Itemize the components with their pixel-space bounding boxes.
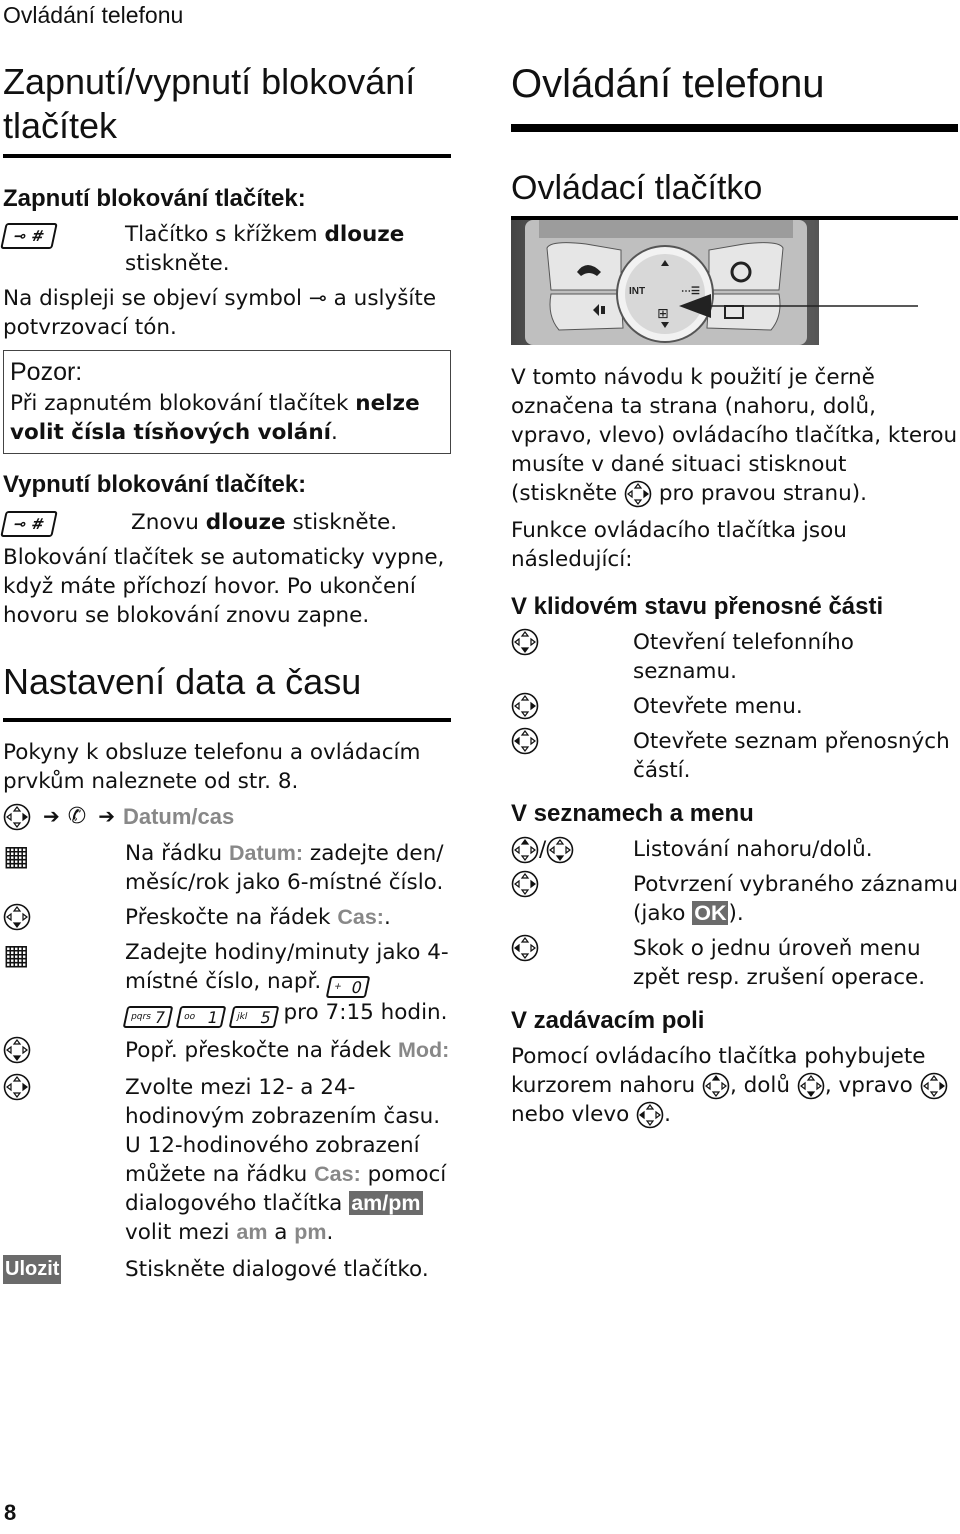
nav-key-left-icon (511, 727, 539, 755)
arrow-right-icon: ➔ (98, 804, 115, 828)
value-am: am (236, 1220, 268, 1244)
field-name-date: Datum: (229, 841, 304, 865)
right-body (511, 363, 958, 1129)
softkey-save: Ulozit (3, 1255, 61, 1284)
menu-item-date-time: Datum/cas (122, 804, 235, 829)
list-item-confirm (511, 870, 958, 928)
step-save (3, 1255, 451, 1284)
input-paragraph (511, 1042, 958, 1129)
hash-key-icon: ⊸ # (0, 511, 58, 537)
keypad-icon: ▦ (3, 839, 30, 872)
key-0-icon (326, 976, 371, 998)
warning-title: Pozor: (10, 358, 83, 386)
functions-intro: Funkce ovládacího tlačítka jsou následující: (511, 518, 847, 572)
paragraph-text: , dolů (729, 1073, 797, 1098)
paragraph-text-end: pro pravou stranu). (652, 481, 867, 506)
value-pm: pm (294, 1220, 327, 1244)
warning-text-end: . (331, 420, 338, 445)
nav-key-icon (3, 803, 31, 831)
key-lock-off-step (3, 508, 451, 537)
paragraph-text-end: . (664, 1102, 671, 1127)
lists-heading: V seznamech a menu (511, 800, 754, 827)
nav-key-down-icon (3, 903, 31, 931)
chapter-title: Ovládání telefonu (511, 62, 825, 106)
key-5-icon (228, 1006, 279, 1028)
key-digit: 7 (152, 1007, 168, 1027)
key-sub-label: + (333, 981, 343, 991)
lock-symbol-icon: ⊸ (308, 286, 327, 311)
item-text-end: ). (728, 901, 744, 926)
menu-path (3, 802, 451, 831)
nav-key-right-icon (624, 480, 652, 508)
arrow-right-icon: ➔ (43, 804, 60, 828)
nav-key-left-icon (511, 934, 539, 962)
settings-menu-icon: ✆ (67, 804, 87, 829)
warning-text-start: Při zapnutém blokování tlačítek (10, 391, 356, 416)
warning-box (3, 350, 451, 454)
step-text-end: pro 7:15 hodin. (276, 999, 448, 1025)
step-emphasis: dlouze (205, 510, 286, 535)
nav-key-left-icon (636, 1101, 664, 1129)
paragraph-text: nebo vlevo (511, 1102, 637, 1127)
step-enter-time (3, 938, 451, 1028)
paragraph-text: Pomocí ovládacího tlačítka pohybujete kurzorem nahoru (511, 1044, 926, 1098)
step-text: Zvolte mezi 12- a 24- hodinovým zobrazením času. U 12-hodinového zobrazení můžete na řádku (125, 1075, 441, 1187)
nav-key-right-icon (511, 870, 539, 898)
key-digit: 1 (205, 1007, 220, 1027)
step-text-end: stiskněte. (125, 251, 230, 276)
field-name-time: Cas: (337, 905, 384, 929)
hash-key-icon: ⊸ # (0, 223, 58, 249)
step-skip-mode (3, 1036, 451, 1065)
left-column (3, 60, 451, 1284)
display-symbol-paragraph (3, 284, 451, 342)
keypad-icon: ▦ (3, 938, 30, 971)
step-text: Znovu (131, 510, 206, 535)
list-item-back (511, 934, 958, 992)
control-key-intro (511, 363, 958, 508)
paragraph-text: Na displeji se objeví symbol (3, 286, 309, 311)
idle-item-handsets (511, 727, 958, 785)
control-key-title: Ovládací tlačítko (511, 169, 763, 207)
running-header: Ovládání telefonu (3, 2, 184, 28)
item-text: Otevřete menu. (633, 694, 803, 719)
step-skip-time (3, 903, 451, 932)
softkey-ok: OK (694, 901, 727, 925)
key-sub-label: jkl (235, 1011, 249, 1022)
paragraph-text: , vpravo (824, 1073, 920, 1098)
step-text: Přeskočte na řádek (125, 905, 338, 930)
paragraph-text: V tomto návodu k použití je černě označena ta strana (nahoru, dolů, vpravo, vlevo) ovládacího tlačítka, kterou musíte v dané situaci stisknout (stiskněte (511, 365, 958, 506)
step-text-mid: a (267, 1220, 295, 1245)
nav-key-side-icon (3, 1073, 31, 1101)
int-label: INT (629, 286, 646, 297)
key-lock-on-step (3, 220, 451, 278)
field-name-mode: Mod: (397, 1038, 450, 1062)
idle-heading: V klidovém stavu přenosné části (511, 593, 884, 620)
section-title-date-time: Nastavení data a času (3, 661, 362, 702)
step-text: Tlačítko s křížkem (125, 222, 325, 247)
key-1-icon (176, 1006, 227, 1028)
date-time-intro: Pokyny k obsluze telefonu a ovládacím prvkům naleznete od str. 8. (3, 740, 421, 794)
field-name-time: Cas: (314, 1162, 361, 1186)
list-item-scroll (511, 835, 958, 864)
key-digit: 5 (258, 1007, 273, 1027)
warning-emphasis: nelze volit čísla tísňových volání (10, 391, 420, 445)
step-text-end: stiskněte. (285, 510, 398, 535)
step-text-mid: volit mezi (125, 1220, 237, 1245)
softkey-am-pm: am/pm (351, 1191, 421, 1215)
paragraph-text-end: a uslyšíte potvrzovací tón. (3, 286, 437, 340)
key-digit: 0 (349, 977, 365, 996)
nav-key-down-icon (546, 836, 574, 864)
right-column (511, 62, 958, 220)
page-number: 8 (4, 1500, 17, 1525)
nav-key-up-icon (511, 836, 539, 864)
nav-key-right-icon (920, 1072, 948, 1100)
warning-text (10, 389, 444, 447)
item-text: Potvrzení vybraného záznamu (jako (633, 872, 958, 926)
section-title-key-lock: Zapnutí/vypnutí blokování tlačítek (3, 61, 416, 146)
nav-key-down-icon (3, 1036, 31, 1064)
title-rule (3, 718, 451, 722)
key-lock-on-heading: Zapnutí blokování tlačítek: (3, 185, 306, 212)
item-text: Otevření telefonního seznamu. (633, 630, 854, 684)
step-text: Stiskněte dialogové tlačítko. (125, 1257, 429, 1282)
item-text: Otevřete seznam přenosných částí. (633, 729, 950, 783)
item-text: Listování nahoru/dolů. (633, 837, 873, 862)
step-text: Zadejte hodiny/minuty jako 4-místné číslo, např. (125, 940, 449, 994)
separator: / (539, 837, 547, 862)
nav-key-up-icon (702, 1072, 730, 1100)
key-lock-off-heading: Vypnutí blokování tlačítek: (3, 471, 307, 498)
chapter-rule (511, 124, 958, 132)
title-rule (3, 154, 451, 158)
step-text-end: . (383, 905, 391, 930)
svg-text:⊞: ⊞ (657, 306, 669, 322)
step-text-end: zadejte den/ měsíc/rok jako 6-místné číslo. (125, 841, 444, 895)
handset-keypad-illustration (511, 220, 819, 345)
nav-key-down-icon (511, 628, 539, 656)
nav-key-down-icon (797, 1072, 825, 1100)
step-text: Popř. přeskočte na řádek (125, 1038, 398, 1063)
key-7-icon (123, 1006, 174, 1028)
nav-key-right-icon (511, 692, 539, 720)
step-text-end: . (326, 1220, 334, 1245)
idle-item-menu (511, 692, 958, 721)
menu-label: ⋯☰ (681, 286, 700, 297)
step-text-mid: pomocí dialogového tlačítka (125, 1162, 447, 1216)
item-text: Skok o jednu úroveň menu zpět resp. zrušení operace. (633, 936, 926, 990)
input-heading: V zadávacím poli (511, 1007, 705, 1034)
step-enter-date (3, 839, 451, 897)
key-sub-label: pqrs (130, 1011, 152, 1022)
step-text: Na řádku (125, 841, 230, 866)
step-choose-mode (3, 1073, 451, 1247)
step-emphasis: dlouze (324, 222, 405, 247)
idle-item-phonebook (511, 628, 958, 686)
auto-unlock-paragraph: Blokování tlačítek se automaticky vypne, když máte příchozí hovor. Po ukončení hovoru se blokování znovu zapne. (3, 545, 445, 628)
key-sub-label: oo (182, 1011, 197, 1022)
